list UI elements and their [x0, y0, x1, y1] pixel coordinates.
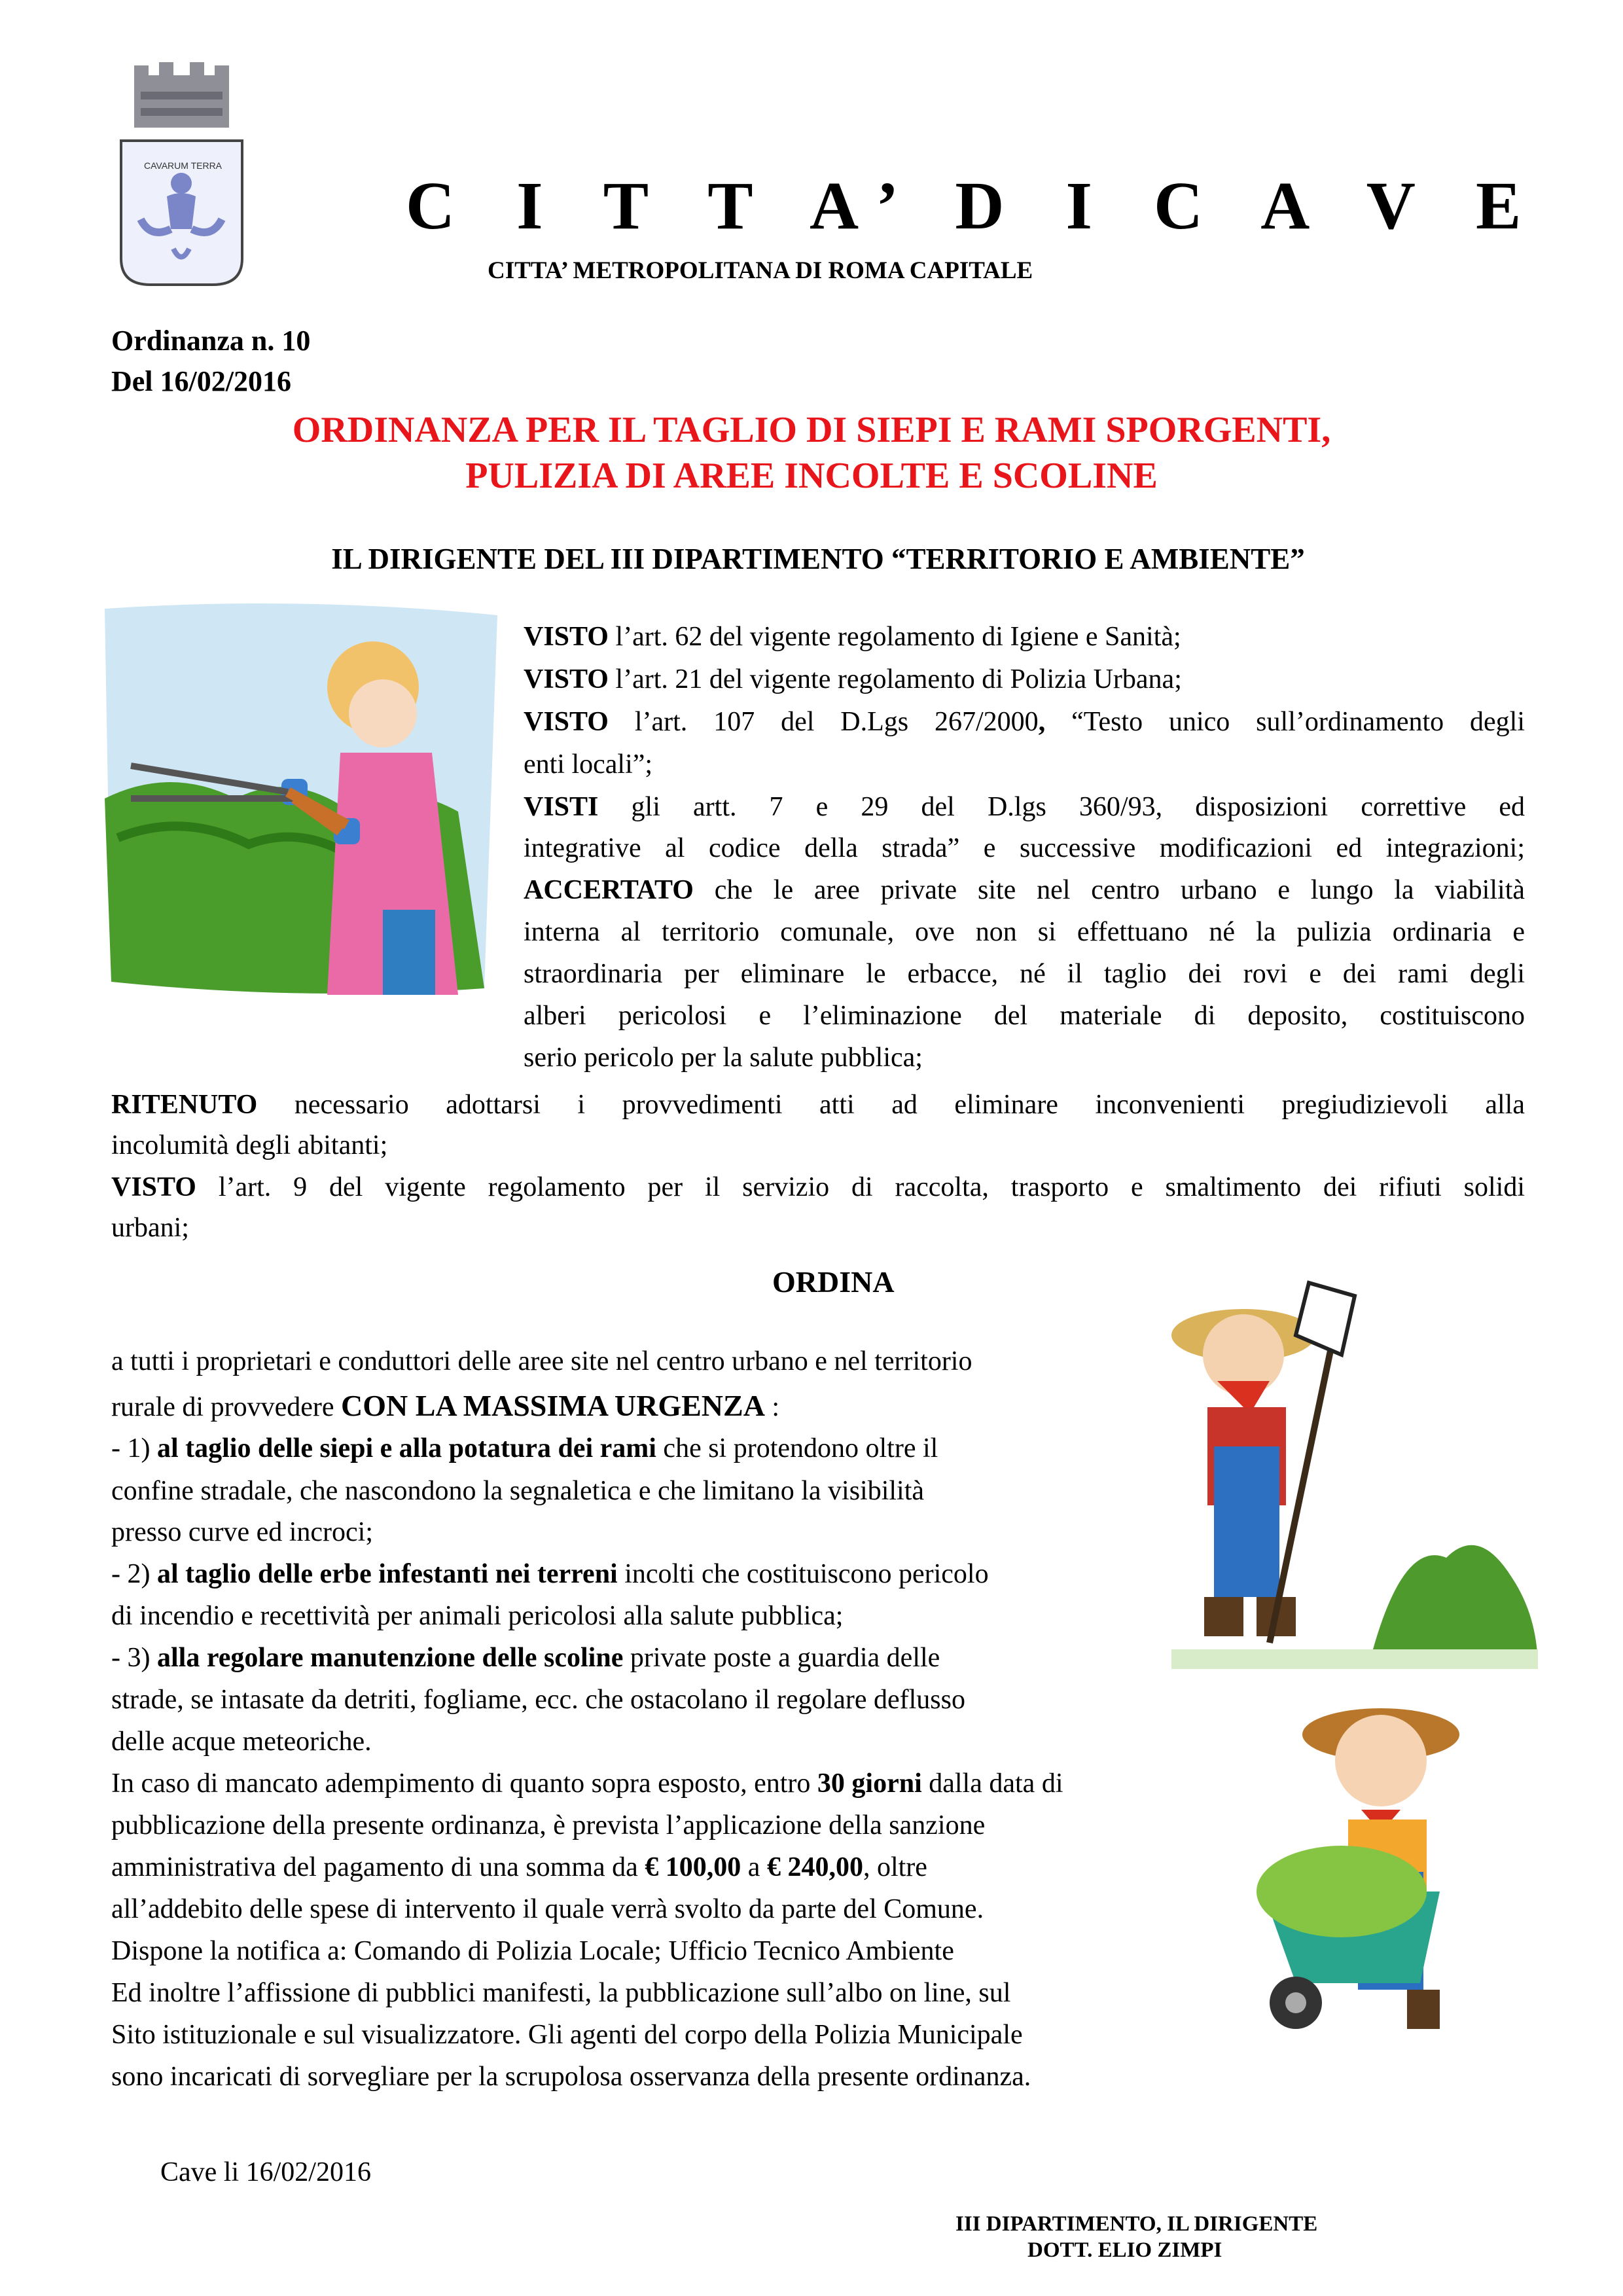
- ordinance-number: Ordinanza n. 10: [111, 325, 311, 357]
- hedge-trimming-illustration: [92, 602, 510, 995]
- accertato-line-3: straordinaria per eliminare le erbacce, né il taglio dei rovi e dei rami degli: [524, 959, 1525, 989]
- accertato-line-5: serio pericolo per la salute pubblica;: [524, 1043, 923, 1073]
- accertato-line-4: alberi pericolosi e l’eliminazione del materiale di deposito, costituiscono: [524, 1001, 1525, 1031]
- place-date: Cave li 16/02/2016: [160, 2157, 371, 2187]
- accertato-line-2: interna al territorio comunale, ove non si effettuano né la pulizia ordinaria e: [524, 917, 1525, 947]
- visti-line-2: integrative al codice della strada” e successive modificazioni ed integrazioni;: [524, 833, 1525, 863]
- sanction-line-1: In caso di mancato adempimento di quanto sopra esposto, entro 30 giorni dalla data di: [111, 1768, 1063, 1799]
- ordina-intro-line-1: a tutti i proprietari e conduttori delle aree site nel centro urbano e nel territorio: [111, 1346, 972, 1376]
- visto-line-4: VISTO l’art. 9 del vigente regolamento per il servizio di raccolta, trasporto e smaltimento dei rifiuti solidi: [111, 1172, 1525, 1202]
- city-subtitle: CITTA’ METROPOLITANA DI ROMA CAPITALE: [488, 257, 1033, 284]
- notification-line-2: Ed inoltre l’affissione di pubblici manifesti, la pubblicazione sull’albo on line, sul: [111, 1978, 1011, 2008]
- notification-line-4: sono incaricati di sorvegliare per la scrupolosa osservanza della presente ordinanza.: [111, 2062, 1031, 2092]
- item-3-line-3: delle acque meteoriche.: [111, 1727, 372, 1757]
- accertato-line-1: ACCERTATO che le aree private site nel centro urbano e lungo la viabilità: [524, 875, 1525, 905]
- item-1-line-1: - 1) al taglio delle siepi e alla potatura dei rami che si protendono oltre il: [111, 1433, 938, 1463]
- coat-of-arms-icon: [115, 62, 249, 288]
- ritenuto-line-2: incolumità degli abitanti;: [111, 1130, 388, 1160]
- farmer-with-hoe-illustration: [1171, 1276, 1538, 1669]
- ordinance-title-line2: PULIZIA DI AREE INCOLTE E SCOLINE: [465, 456, 1158, 496]
- item-2-line-1: - 2) al taglio delle erbe infestanti nei terreni incolti che costituiscono pericolo: [111, 1559, 989, 1589]
- visto-line-3: VISTO l’art. 107 del D.Lgs 267/2000, “Testo unico sull’ordinamento degli: [524, 707, 1525, 737]
- boy-with-wheelbarrow-illustration: [1243, 1676, 1505, 2042]
- visto-line-2: VISTO l’art. 21 del vigente regolamento di Polizia Urbana;: [524, 664, 1182, 694]
- sanction-line-2: pubblicazione della presente ordinanza, è prevista l’applicazione della sanzione: [111, 1810, 986, 1840]
- signature-line-2: DOTT. ELIO ZIMPI: [1027, 2238, 1222, 2262]
- signature-line-1: III DIPARTIMENTO, IL DIRIGENTE: [955, 2212, 1318, 2236]
- ordinance-date: Del 16/02/2016: [111, 365, 291, 397]
- ordina-intro-line-2: rurale di provvedere CON LA MASSIMA URGENZA :: [111, 1389, 780, 1422]
- visto-line-4-cont: urbani;: [111, 1213, 189, 1243]
- item-3-line-1: - 3) alla regolare manutenzione delle scoline private poste a guardia delle: [111, 1643, 940, 1673]
- visto-line-3-cont: enti locali”;: [524, 749, 653, 780]
- visto-line-1: VISTO l’art. 62 del vigente regolamento di Igiene e Sanità;: [524, 622, 1181, 652]
- coat-of-arms-motto: CAVARUM TERRA: [144, 160, 223, 171]
- notification-line-3: Sito istituzionale e sul visualizzatore. Gli agenti del corpo della Polizia Municipale: [111, 2020, 1023, 2050]
- sanction-line-4: all’addebito delle spese di intervento il quale verrà svolto da parte del Comune.: [111, 1894, 984, 1924]
- issuer-heading: IL DIRIGENTE DEL III DIPARTIMENTO “TERRITORIO E AMBIENTE”: [331, 543, 1305, 575]
- city-title: C I T T A’ D I C A V E: [406, 168, 1544, 243]
- notification-line-1: Dispone la notifica a: Comando di Polizia Locale; Ufficio Tecnico Ambiente: [111, 1936, 954, 1966]
- item-1-line-2: confine stradale, che nascondono la segnaletica e che limitano la visibilità: [111, 1476, 925, 1506]
- item-2-line-2: di incendio e recettività per animali pericolosi alla salute pubblica;: [111, 1601, 844, 1631]
- visti-line-1: VISTI gli artt. 7 e 29 del D.lgs 360/93, disposizioni correttive ed: [524, 792, 1525, 822]
- ordina-heading: ORDINA: [772, 1265, 895, 1299]
- ordinance-title-line1: ORDINANZA PER IL TAGLIO DI SIEPI E RAMI SPORGENTI,: [292, 410, 1331, 450]
- item-1-line-3: presso curve ed incroci;: [111, 1517, 374, 1547]
- sanction-line-3: amministrativa del pagamento di una somma da € 100,00 a € 240,00, oltre: [111, 1852, 927, 1882]
- item-3-line-2: strade, se intasate da detriti, fogliame, ecc. che ostacolano il regolare deflusso: [111, 1685, 965, 1715]
- ritenuto-line-1: RITENUTO necessario adottarsi i provvedimenti atti ad eliminare inconvenienti pregiudizievoli alla: [111, 1090, 1525, 1120]
